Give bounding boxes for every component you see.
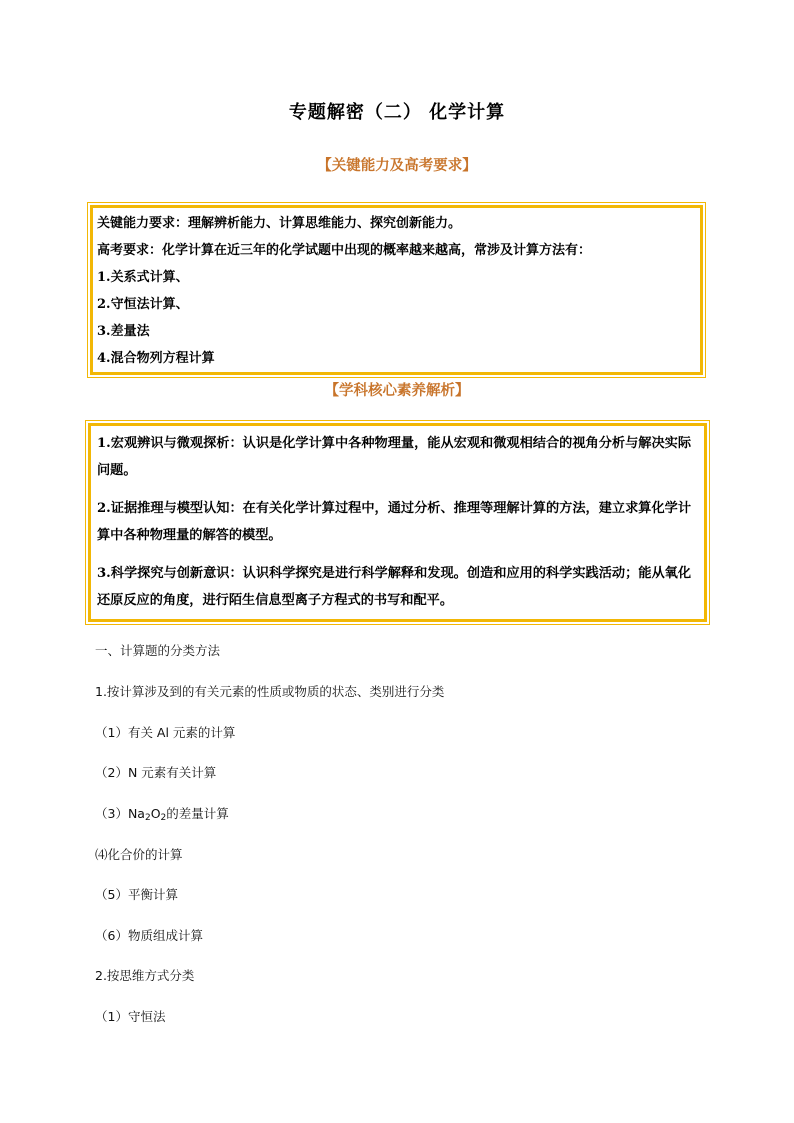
section-heading-core-literacy: 【学科核心素养解析】 [324, 383, 470, 399]
section-heading-key-abilities: 【关键能力及高考要求】 [317, 158, 477, 174]
item-mid: O [150, 806, 161, 821]
subscript: 2 [144, 813, 151, 823]
key-abilities-line: 关键能力要求：理解辨析能力、计算思维能力、探究创新能力。 [97, 216, 462, 231]
list-item: （5）平衡计算 [95, 887, 178, 902]
method-item: 3.差量法 [97, 324, 150, 339]
literacy-paragraph: 1.宏观辨识与微观探析：认识是化学计算中各种物理量，能从宏观和微观相结合的视角分析与解决实际问题。 [97, 436, 692, 478]
item-suffix: 的差量计算 [166, 806, 229, 821]
item-prefix: （3）Na [95, 806, 145, 821]
list-item: （1）有关 Al 元素的计算 [95, 725, 236, 740]
literacy-paragraph: 3.科学探究与创新意识：认识科学探究是进行科学解释和发现。创造和应用的科学实践活动；能从氧化还原反应的角度，进行陌生信息型离子方程式的书写和配平。 [97, 566, 692, 608]
method-item: 2.守恒法计算、 [97, 297, 189, 312]
classification-paragraph: 2.按思维方式分类 [95, 968, 195, 983]
page-title: 专题解密（二） 化学计算 [288, 102, 506, 123]
key-abilities-box [90, 205, 703, 375]
core-literacy-box [88, 423, 707, 622]
list-item: ⑷化合价的计算 [95, 847, 183, 862]
section-title-classification: 一、计算题的分类方法 [95, 643, 221, 658]
exam-requirement-line: 高考要求：化学计算在近三年的化学试题中出现的概率越来越高，常涉及计算方法有： [97, 243, 592, 258]
literacy-paragraph: 2.证据推理与模型认知：在有关化学计算过程中，通过分析、推理等理解计算的方法，建立求算化学计算中各种物理量的解答的模型。 [97, 501, 692, 543]
classification-paragraph: 1.按计算涉及到的有关元素的性质或物质的状态、类别进行分类 [95, 684, 445, 699]
list-item [95, 804, 229, 823]
list-item: （1）守恒法 [95, 1009, 166, 1024]
method-item: 1.关系式计算、 [97, 270, 189, 285]
method-item: 4.混合物列方程计算 [97, 351, 215, 366]
list-item: （2）N 元素有关计算 [95, 765, 217, 780]
list-item: （6）物质组成计算 [95, 928, 203, 943]
subscript: 2 [160, 813, 167, 823]
